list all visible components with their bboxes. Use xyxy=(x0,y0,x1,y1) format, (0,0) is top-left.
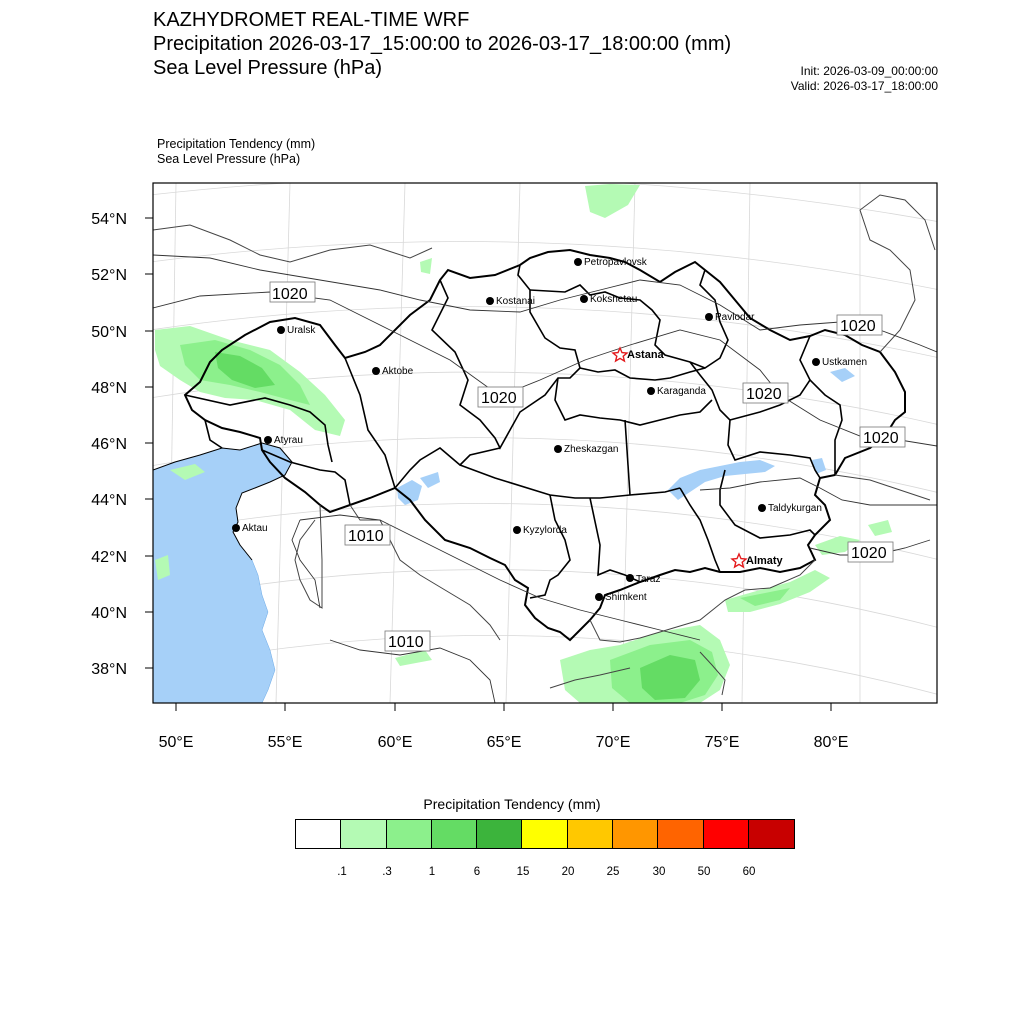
svg-text:Kokshetau: Kokshetau xyxy=(590,294,638,305)
svg-text:Almaty: Almaty xyxy=(746,555,783,567)
svg-text:Pavlodar: Pavlodar xyxy=(715,312,755,323)
svg-text:Petropavlovsk: Petropavlovsk xyxy=(584,257,647,268)
city-uralsk xyxy=(277,325,316,336)
city-taraz xyxy=(626,574,660,585)
city-pavlodar xyxy=(705,312,755,323)
legend-label: 20 xyxy=(561,866,575,878)
title-line-1: KAZHYDROMET REAL-TIME WRF xyxy=(153,9,470,31)
init-time: Init: 2026-03-09_00:00:00 xyxy=(800,64,938,78)
svg-text:Taldykurgan: Taldykurgan xyxy=(768,503,822,514)
legend-swatch xyxy=(522,820,567,848)
city-astana xyxy=(613,348,665,361)
title-line-3: Sea Level Pressure (hPa) xyxy=(153,57,383,79)
svg-text:Uralsk: Uralsk xyxy=(287,325,316,336)
lat-label: 46°N xyxy=(91,436,127,453)
legend-label: 30 xyxy=(652,866,666,878)
svg-text:1020: 1020 xyxy=(272,286,308,303)
city-almaty xyxy=(732,554,784,567)
aral-sea-east xyxy=(420,472,440,488)
title-line-2: Precipitation 2026-03-17_15:00:00 to 2026-03-17_18:00:00 (mm) xyxy=(153,33,732,55)
city-kyzylorda xyxy=(513,525,567,536)
isobar-label xyxy=(837,315,882,335)
svg-text:Zheskazgan: Zheskazgan xyxy=(564,444,619,455)
legend-swatch xyxy=(387,820,432,848)
isobar-label xyxy=(270,282,315,303)
lon-label: 80°E xyxy=(813,734,849,751)
lat-label: 40°N xyxy=(91,605,127,622)
legend-swatch xyxy=(432,820,477,848)
lon-label: 60°E xyxy=(377,734,413,751)
city-petropavlovsk xyxy=(574,257,648,268)
legend-swatch xyxy=(341,820,386,848)
legend-label: 50 xyxy=(697,866,711,878)
lon-label: 55°E xyxy=(267,734,303,751)
isobar-label xyxy=(478,387,523,407)
city-taldykurgan xyxy=(758,503,822,514)
legend-label: 6 xyxy=(473,866,481,878)
svg-text:Kyzylorda: Kyzylorda xyxy=(523,525,567,536)
lake-zaysan xyxy=(830,368,855,382)
isobar-label xyxy=(743,383,788,403)
legend-swatch xyxy=(296,820,341,848)
svg-text:Taraz: Taraz xyxy=(636,574,661,585)
legend-label: 15 xyxy=(516,866,530,878)
svg-text:1020: 1020 xyxy=(863,430,899,447)
legend-swatch xyxy=(568,820,613,848)
legend-label: 25 xyxy=(606,866,620,878)
city-kokshetau xyxy=(580,294,637,305)
city-atyrau xyxy=(264,435,303,446)
city-karaganda xyxy=(647,386,706,397)
svg-text:Kostanai: Kostanai xyxy=(496,296,535,307)
legend-label: .3 xyxy=(382,866,392,878)
svg-text:Astana: Astana xyxy=(627,349,664,361)
svg-text:Aktau: Aktau xyxy=(242,523,268,534)
city-zheskazgan xyxy=(554,444,618,455)
svg-text:1020: 1020 xyxy=(840,318,876,335)
isobar-label xyxy=(860,427,905,447)
svg-text:1010: 1010 xyxy=(348,528,384,545)
lat-label: 48°N xyxy=(91,380,127,397)
svg-text:Aktobe: Aktobe xyxy=(382,366,414,377)
svg-text:Karaganda: Karaganda xyxy=(657,386,706,397)
lon-label: 70°E xyxy=(595,734,631,751)
lon-label: 65°E xyxy=(486,734,522,751)
lat-label: 52°N xyxy=(91,267,127,284)
lon-label: 50°E xyxy=(158,734,194,751)
legend-swatch xyxy=(613,820,658,848)
precip-field-label: Precipitation Tendency (mm) xyxy=(157,137,316,151)
legend-swatch xyxy=(749,820,794,848)
legend-label: .1 xyxy=(337,866,347,878)
lat-label: 50°N xyxy=(91,324,127,341)
isobar-label xyxy=(848,542,893,562)
isobar-label xyxy=(385,631,430,651)
svg-text:Shimkent: Shimkent xyxy=(605,592,647,603)
legend-swatch xyxy=(658,820,703,848)
svg-text:Ustkamen: Ustkamen xyxy=(822,357,868,368)
slp-field-label: Sea Level Pressure (hPa) xyxy=(157,152,301,166)
svg-text:1020: 1020 xyxy=(851,545,887,562)
svg-text:1020: 1020 xyxy=(746,386,782,403)
legend-swatch xyxy=(704,820,749,848)
isobar-label xyxy=(345,525,390,545)
lat-labels xyxy=(91,211,127,678)
lat-label: 38°N xyxy=(91,661,127,678)
legend-colorbar xyxy=(295,819,795,849)
lon-label: 75°E xyxy=(704,734,740,751)
city-aktau xyxy=(232,523,268,534)
valid-time: Valid: 2026-03-17_18:00:00 xyxy=(790,79,938,93)
svg-text:1020: 1020 xyxy=(481,390,517,407)
city-kostanai xyxy=(486,296,535,307)
legend-label: 1 xyxy=(428,866,436,878)
lat-label: 44°N xyxy=(91,492,127,509)
lat-label: 42°N xyxy=(91,549,127,566)
lat-label: 54°N xyxy=(91,211,127,228)
lon-labels xyxy=(159,734,849,751)
legend-swatch xyxy=(477,820,522,848)
city-aktobe xyxy=(372,366,414,377)
legend-title: Precipitation Tendency (mm) xyxy=(423,796,601,812)
city-ustkamen xyxy=(812,357,867,368)
legend-label: 60 xyxy=(742,866,756,878)
svg-text:Atyrau: Atyrau xyxy=(274,435,303,446)
svg-text:1010: 1010 xyxy=(388,634,424,651)
